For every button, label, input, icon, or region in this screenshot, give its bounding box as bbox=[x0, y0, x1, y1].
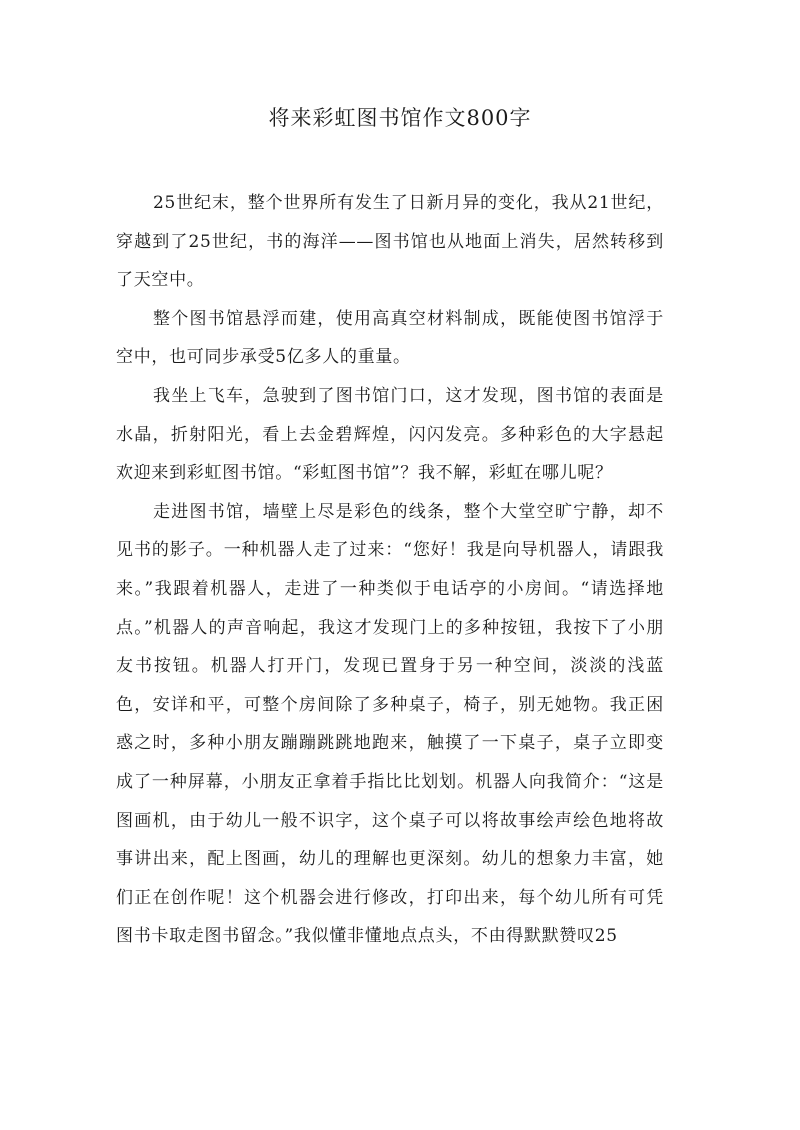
document-body bbox=[116, 184, 664, 956]
paragraph: 走进图书馆，墙壁上尽是彩色的线条，整个大堂空旷宁静，却不见书的影子。一种机器人走了过来：“您好！我是向导机器人，请跟我来。”我跟着机器人，走进了一种类似于电话亭的小房间。“请选择地点。”机器人的声音响起，我这才发现门上的多种按钮，我按下了小朋友书按钮。机器人打开门，发现已置身于另一种空间，淡淡的浅蓝色，安详和平，可整个房间除了多种桌子，椅子，别无她物。我正困惑之时，多种小朋友蹦蹦跳跳地跑来，触摸了一下桌子，桌子立即变成了一种屏幕，小朋友正拿着手指比比划划。机器人向我简介：“这是图画机，由于幼儿一般不识字，这个桌子可以将故事绘声绘色地将故事讲出来，配上图画，幼儿的理解也更深刻。幼儿的想象力丰富，她们正在创作呢！这个机器会进行修改，打印出来，每个幼儿所有可凭图书卡取走图书留念。”我似懂非懂地点点头，不由得默默赞叹25 bbox=[116, 501, 664, 947]
document-title: 将来彩虹图书馆作文800字 bbox=[268, 106, 532, 130]
paragraph: 25世纪末，整个世界所有发生了日新月异的变化，我从21世纪，穿越到了25世纪，书的海洋——图书馆也从地面上消失，居然转移到了天空中。 bbox=[116, 193, 664, 291]
paragraph: 我坐上飞车，急驶到了图书馆门口，这才发现，图书馆的表面是水晶，折射阳光，看上去金碧辉煌，闪闪发亮。多种彩色的大字悬起欢迎来到彩虹图书馆。“彩虹图书馆”？我不解，彩虹在哪儿呢？ bbox=[116, 385, 664, 484]
paragraph: 整个图书馆悬浮而建，使用高真空材料制成，既能使图书馆浮于空中，也可同步承受5亿多人的重量。 bbox=[116, 308, 664, 368]
